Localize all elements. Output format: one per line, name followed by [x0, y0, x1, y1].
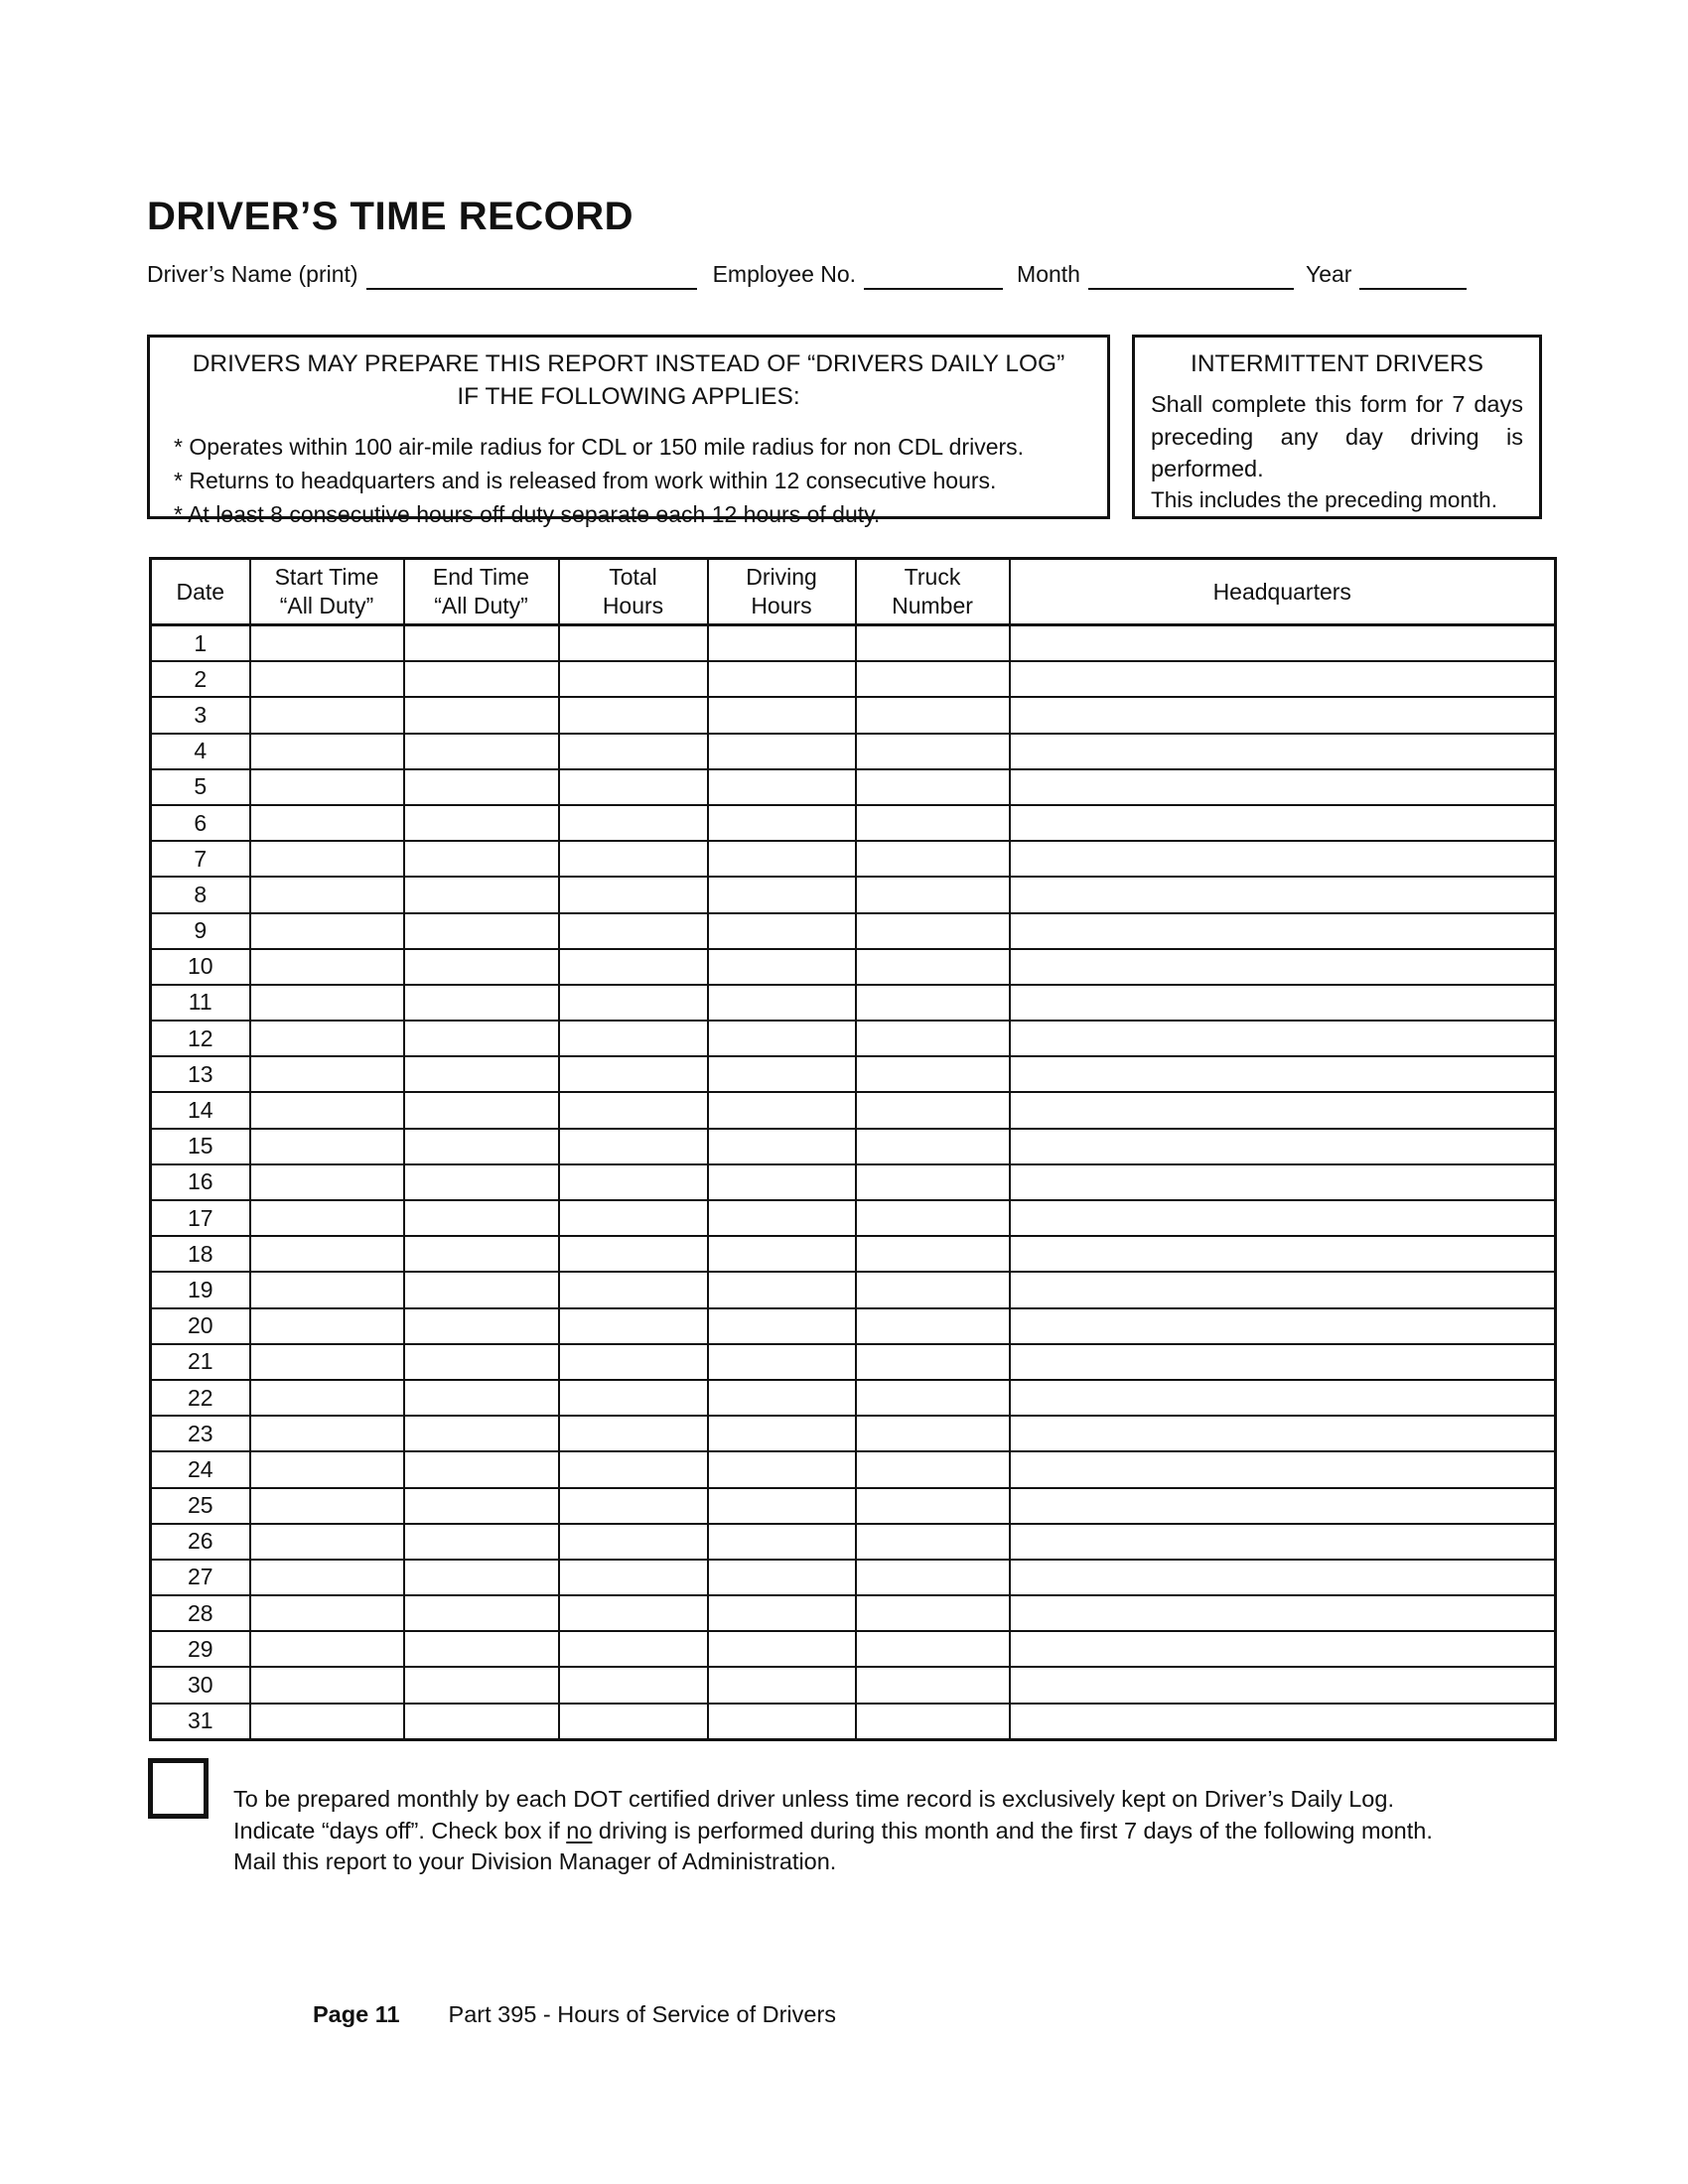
truck-number-cell[interactable] [856, 1524, 1010, 1560]
truck-number-cell[interactable] [856, 841, 1010, 877]
year-label: Year [1305, 261, 1352, 287]
date-cell: 15 [151, 1129, 250, 1164]
date-cell: 14 [151, 1092, 250, 1128]
date-cell: 17 [151, 1200, 250, 1236]
driving-hours-cell[interactable] [708, 1380, 856, 1416]
driving-hours-cell[interactable] [708, 985, 856, 1021]
note-line3: Mail this report to your Division Manager of Administration. [233, 1848, 837, 1874]
table-row [151, 985, 1556, 1021]
table-row [151, 734, 1556, 769]
headquarters-cell[interactable] [1010, 1056, 1556, 1092]
total-hours-cell[interactable] [559, 877, 708, 912]
table-row [151, 1416, 1556, 1451]
note-line2-part1: Indicate “days off”. Check box if [233, 1817, 567, 1843]
driving-hours-cell[interactable] [708, 697, 856, 733]
headquarters-cell[interactable] [1010, 1704, 1556, 1740]
total-hours-cell[interactable] [559, 1451, 708, 1487]
headquarters-cell[interactable] [1010, 1488, 1556, 1524]
note-line2-part2: driving is performed during this month and the first 7 days of the following month. [592, 1817, 1433, 1843]
driving-hours-cell[interactable] [708, 769, 856, 805]
end-time-cell[interactable] [404, 1560, 559, 1595]
headquarters-cell[interactable] [1010, 734, 1556, 769]
date-cell: 18 [151, 1236, 250, 1272]
note-line2 [233, 1816, 1554, 1847]
total-hours-cell[interactable] [559, 1272, 708, 1307]
start-time-cell[interactable] [250, 1631, 404, 1667]
date-cell: 2 [151, 661, 250, 697]
table-body [151, 625, 1556, 1740]
truck-number-cell[interactable] [856, 1595, 1010, 1631]
table-row [151, 1524, 1556, 1560]
headquarters-cell[interactable] [1010, 1272, 1556, 1307]
date-cell: 28 [151, 1595, 250, 1631]
eligibility-bullet-2: * Returns to headquarters and is released from work within 12 consecutive hours. [174, 468, 997, 493]
total-hours-cell[interactable] [559, 661, 708, 697]
driving-hours-cell[interactable] [708, 1631, 856, 1667]
end-time-cell[interactable] [404, 734, 559, 769]
driving-hours-cell[interactable] [708, 1451, 856, 1487]
truck-number-cell[interactable] [856, 1344, 1010, 1380]
date-cell: 11 [151, 985, 250, 1021]
truck-number-cell[interactable] [856, 1164, 1010, 1200]
date-cell: 22 [151, 1380, 250, 1416]
intermittent-drivers-box [1132, 335, 1542, 519]
total-hours-cell[interactable] [559, 1200, 708, 1236]
headquarters-cell[interactable] [1010, 1308, 1556, 1344]
start-time-cell[interactable] [250, 841, 404, 877]
date-cell: 12 [151, 1021, 250, 1056]
start-time-cell[interactable] [250, 734, 404, 769]
headquarters-cell[interactable] [1010, 1021, 1556, 1056]
driving-hours-cell[interactable] [708, 841, 856, 877]
month-label: Month [1017, 261, 1080, 287]
table-row [151, 1667, 1556, 1703]
start-time-cell[interactable] [250, 1704, 404, 1740]
table-row [151, 1236, 1556, 1272]
table-row [151, 697, 1556, 733]
truck-number-cell[interactable] [856, 1092, 1010, 1128]
total-hours-cell[interactable] [559, 1631, 708, 1667]
table-row [151, 1056, 1556, 1092]
col-header-headquarters: Headquarters [1010, 559, 1556, 625]
end-time-cell[interactable] [404, 1056, 559, 1092]
total-hours-cell[interactable] [559, 841, 708, 877]
col-header-truck-number: Truck Number [856, 559, 1010, 625]
end-time-cell[interactable] [404, 1488, 559, 1524]
start-time-cell[interactable] [250, 697, 404, 733]
date-cell: 25 [151, 1488, 250, 1524]
truck-number-cell[interactable] [856, 1631, 1010, 1667]
driving-hours-cell[interactable] [708, 1056, 856, 1092]
start-time-cell[interactable] [250, 661, 404, 697]
headquarters-cell[interactable] [1010, 1667, 1556, 1703]
table-row [151, 1164, 1556, 1200]
total-hours-cell[interactable] [559, 1056, 708, 1092]
note-line2-underlined-word: no [566, 1817, 593, 1843]
date-cell: 31 [151, 1704, 250, 1740]
truck-number-cell[interactable] [856, 1451, 1010, 1487]
year-field[interactable] [1359, 258, 1467, 290]
driving-hours-cell[interactable] [708, 1595, 856, 1631]
truck-number-cell[interactable] [856, 1021, 1010, 1056]
header-row [151, 559, 1556, 625]
driving-hours-cell[interactable] [708, 1021, 856, 1056]
start-time-cell[interactable] [250, 985, 404, 1021]
truck-number-cell[interactable] [856, 1308, 1010, 1344]
total-hours-cell[interactable] [559, 1129, 708, 1164]
truck-number-cell[interactable] [856, 1056, 1010, 1092]
driving-hours-cell[interactable] [708, 661, 856, 697]
start-time-cell[interactable] [250, 769, 404, 805]
employee-no-label: Employee No. [712, 261, 857, 287]
total-hours-cell[interactable] [559, 1164, 708, 1200]
footer-part-reference: Part 395 - Hours of Service of Drivers [448, 2001, 837, 2027]
table-row [151, 1272, 1556, 1307]
headquarters-cell[interactable] [1010, 841, 1556, 877]
driving-hours-cell[interactable] [708, 1488, 856, 1524]
end-time-cell[interactable] [404, 697, 559, 733]
total-hours-cell[interactable] [559, 769, 708, 805]
date-cell: 8 [151, 877, 250, 912]
truck-number-cell[interactable] [856, 1129, 1010, 1164]
eligibility-heading-line1: DRIVERS MAY PREPARE THIS REPORT INSTEAD OF “DRIVERS DAILY LOG” [192, 350, 1065, 377]
end-time-cell[interactable] [404, 1380, 559, 1416]
driving-hours-cell[interactable] [708, 949, 856, 985]
driving-hours-cell[interactable] [708, 625, 856, 662]
end-time-cell[interactable] [404, 1092, 559, 1128]
start-time-cell[interactable] [250, 1272, 404, 1307]
table-row [151, 841, 1556, 877]
truck-number-cell[interactable] [856, 949, 1010, 985]
start-time-cell[interactable] [250, 1380, 404, 1416]
date-cell: 5 [151, 769, 250, 805]
total-hours-cell[interactable] [559, 985, 708, 1021]
start-time-cell[interactable] [250, 1021, 404, 1056]
start-time-cell[interactable] [250, 1236, 404, 1272]
end-time-cell[interactable] [404, 1631, 559, 1667]
date-cell: 9 [151, 913, 250, 949]
table-row [151, 1488, 1556, 1524]
footer-page-number: Page 11 [313, 2001, 400, 2027]
total-hours-cell[interactable] [559, 1092, 708, 1128]
driving-hours-cell[interactable] [708, 1560, 856, 1595]
total-hours-cell[interactable] [559, 697, 708, 733]
date-cell: 3 [151, 697, 250, 733]
end-time-cell[interactable] [404, 985, 559, 1021]
headquarters-cell[interactable] [1010, 661, 1556, 697]
total-hours-cell[interactable] [559, 1488, 708, 1524]
driving-hours-cell[interactable] [708, 1416, 856, 1451]
table-row [151, 1308, 1556, 1344]
total-hours-cell[interactable] [559, 1380, 708, 1416]
start-time-cell[interactable] [250, 1595, 404, 1631]
total-hours-cell[interactable] [559, 1344, 708, 1380]
start-time-cell[interactable] [250, 805, 404, 841]
truck-number-cell[interactable] [856, 1380, 1010, 1416]
truck-number-cell[interactable] [856, 769, 1010, 805]
truck-number-cell[interactable] [856, 734, 1010, 769]
headquarters-cell[interactable] [1010, 625, 1556, 662]
col-header-end-time: End Time “All Duty” [404, 559, 559, 625]
intermittent-heading: INTERMITTENT DRIVERS [1191, 350, 1483, 377]
start-time-cell[interactable] [250, 1488, 404, 1524]
driving-hours-cell[interactable] [708, 877, 856, 912]
headquarters-cell[interactable] [1010, 1236, 1556, 1272]
total-hours-cell[interactable] [559, 1021, 708, 1056]
date-cell: 19 [151, 1272, 250, 1307]
driving-hours-cell[interactable] [708, 1524, 856, 1560]
driving-hours-cell[interactable] [708, 913, 856, 949]
truck-number-cell[interactable] [856, 1200, 1010, 1236]
total-hours-cell[interactable] [559, 625, 708, 662]
driving-hours-cell[interactable] [708, 1704, 856, 1740]
total-hours-cell[interactable] [559, 949, 708, 985]
driving-hours-cell[interactable] [708, 1200, 856, 1236]
end-time-cell[interactable] [404, 1021, 559, 1056]
truck-number-cell[interactable] [856, 1236, 1010, 1272]
headquarters-cell[interactable] [1010, 1560, 1556, 1595]
total-hours-cell[interactable] [559, 1416, 708, 1451]
headquarters-cell[interactable] [1010, 697, 1556, 733]
table-row [151, 661, 1556, 697]
headquarters-cell[interactable] [1010, 1631, 1556, 1667]
total-hours-cell[interactable] [559, 1236, 708, 1272]
start-time-cell[interactable] [250, 625, 404, 662]
end-time-cell[interactable] [404, 1308, 559, 1344]
start-time-cell[interactable] [250, 1056, 404, 1092]
employee-no-field[interactable] [864, 258, 1003, 290]
driving-hours-cell[interactable] [708, 1272, 856, 1307]
driving-hours-cell[interactable] [708, 1667, 856, 1703]
col-header-start-time: Start Time “All Duty” [250, 559, 404, 625]
start-time-cell[interactable] [250, 1524, 404, 1560]
start-time-cell[interactable] [250, 1344, 404, 1380]
month-field[interactable] [1088, 258, 1294, 290]
date-cell: 1 [151, 625, 250, 662]
total-hours-cell[interactable] [559, 805, 708, 841]
truck-number-cell[interactable] [856, 805, 1010, 841]
date-cell: 13 [151, 1056, 250, 1092]
date-cell: 24 [151, 1451, 250, 1487]
total-hours-cell[interactable] [559, 913, 708, 949]
total-hours-cell[interactable] [559, 1560, 708, 1595]
start-time-cell[interactable] [250, 1451, 404, 1487]
date-cell: 7 [151, 841, 250, 877]
end-time-cell[interactable] [404, 661, 559, 697]
driver-name-label: Driver’s Name (print) [147, 261, 358, 287]
truck-number-cell[interactable] [856, 625, 1010, 662]
time-record-table [149, 557, 1557, 1741]
headquarters-cell[interactable] [1010, 1092, 1556, 1128]
end-time-cell[interactable] [404, 877, 559, 912]
table-row [151, 1129, 1556, 1164]
table-row [151, 769, 1556, 805]
eligibility-bullet-3: * At least 8 consecutive hours off duty separate each 12 hours of duty. [174, 501, 881, 527]
driving-hours-cell[interactable] [708, 1092, 856, 1128]
table-row [151, 913, 1556, 949]
driving-hours-cell[interactable] [708, 1344, 856, 1380]
end-time-cell[interactable] [404, 1524, 559, 1560]
form-header-fields [147, 254, 1541, 290]
end-time-cell[interactable] [404, 1416, 559, 1451]
headquarters-cell[interactable] [1010, 1380, 1556, 1416]
date-cell: 21 [151, 1344, 250, 1380]
table-row [151, 1595, 1556, 1631]
end-time-cell[interactable] [404, 1451, 559, 1487]
driving-hours-cell[interactable] [708, 734, 856, 769]
end-time-cell[interactable] [404, 625, 559, 662]
driving-hours-cell[interactable] [708, 1129, 856, 1164]
truck-number-cell[interactable] [856, 913, 1010, 949]
truck-number-cell[interactable] [856, 1488, 1010, 1524]
table-header-row [151, 559, 1556, 625]
driver-name-field[interactable] [366, 258, 697, 290]
total-hours-cell[interactable] [559, 734, 708, 769]
truck-number-cell[interactable] [856, 1704, 1010, 1740]
start-time-cell[interactable] [250, 1092, 404, 1128]
headquarters-cell[interactable] [1010, 1451, 1556, 1487]
table-row [151, 1380, 1556, 1416]
end-time-cell[interactable] [404, 1129, 559, 1164]
headquarters-cell[interactable] [1010, 1200, 1556, 1236]
col-header-total-hours: Total Hours [559, 559, 708, 625]
date-cell: 20 [151, 1308, 250, 1344]
total-hours-cell[interactable] [559, 1308, 708, 1344]
eligibility-instructions-box [147, 335, 1110, 527]
end-time-cell[interactable] [404, 1704, 559, 1740]
date-cell: 10 [151, 949, 250, 985]
eligibility-heading-line2: IF THE FOLLOWING APPLIES: [457, 383, 800, 410]
page-footer [313, 2001, 836, 2028]
headquarters-cell[interactable] [1010, 877, 1556, 912]
note-line1: To be prepared monthly by each DOT certified driver unless time record is exclusively kept on Driver’s Daily Log. [233, 1786, 1394, 1812]
table-row [151, 1451, 1556, 1487]
date-cell: 4 [151, 734, 250, 769]
start-time-cell[interactable] [250, 1308, 404, 1344]
end-time-cell[interactable] [404, 1164, 559, 1200]
table-row [151, 1200, 1556, 1236]
table-row [151, 1344, 1556, 1380]
table-row [151, 1704, 1556, 1740]
end-time-cell[interactable] [404, 1272, 559, 1307]
headquarters-cell[interactable] [1010, 1129, 1556, 1164]
date-cell: 26 [151, 1524, 250, 1560]
intermittent-body: Shall complete this form for 7 days preceding any day driving is performed. [1151, 391, 1523, 481]
truck-number-cell[interactable] [856, 1667, 1010, 1703]
table-row [151, 1092, 1556, 1128]
end-time-cell[interactable] [404, 1667, 559, 1703]
headquarters-cell[interactable] [1010, 1164, 1556, 1200]
end-time-cell[interactable] [404, 769, 559, 805]
headquarters-cell[interactable] [1010, 805, 1556, 841]
date-cell: 30 [151, 1667, 250, 1703]
date-cell: 16 [151, 1164, 250, 1200]
preparation-note [233, 1784, 1554, 1878]
intermittent-body-line2: This includes the preceding month. [1151, 486, 1497, 512]
table-row [151, 1631, 1556, 1667]
table-row [151, 1021, 1556, 1056]
end-time-cell[interactable] [404, 1595, 559, 1631]
total-hours-cell[interactable] [559, 1704, 708, 1740]
col-header-driving-hours: Driving Hours [708, 559, 856, 625]
table-row [151, 877, 1556, 912]
driving-hours-cell[interactable] [708, 805, 856, 841]
eligibility-bullet-1: * Operates within 100 air-mile radius for CDL or 150 mile radius for non CDL drivers. [174, 434, 1025, 460]
date-cell: 6 [151, 805, 250, 841]
total-hours-cell[interactable] [559, 1524, 708, 1560]
end-time-cell[interactable] [404, 805, 559, 841]
date-cell: 27 [151, 1560, 250, 1595]
headquarters-cell[interactable] [1010, 913, 1556, 949]
total-hours-cell[interactable] [559, 1595, 708, 1631]
start-time-cell[interactable] [250, 877, 404, 912]
truck-number-cell[interactable] [856, 1416, 1010, 1451]
driving-hours-cell[interactable] [708, 1236, 856, 1272]
col-header-date: Date [151, 559, 250, 625]
truck-number-cell[interactable] [856, 1560, 1010, 1595]
start-time-cell[interactable] [250, 1560, 404, 1595]
start-time-cell[interactable] [250, 1129, 404, 1164]
end-time-cell[interactable] [404, 1344, 559, 1380]
truck-number-cell[interactable] [856, 697, 1010, 733]
start-time-cell[interactable] [250, 913, 404, 949]
headquarters-cell[interactable] [1010, 1344, 1556, 1380]
table-row [151, 805, 1556, 841]
date-cell: 29 [151, 1631, 250, 1667]
start-time-cell[interactable] [250, 1416, 404, 1451]
table-row [151, 625, 1556, 662]
headquarters-cell[interactable] [1010, 1416, 1556, 1451]
start-time-cell[interactable] [250, 949, 404, 985]
end-time-cell[interactable] [404, 913, 559, 949]
end-time-cell[interactable] [404, 841, 559, 877]
start-time-cell[interactable] [250, 1200, 404, 1236]
driving-hours-cell[interactable] [708, 1164, 856, 1200]
table-row [151, 1560, 1556, 1595]
headquarters-cell[interactable] [1010, 985, 1556, 1021]
truck-number-cell[interactable] [856, 661, 1010, 697]
page-title: DRIVER’S TIME RECORD [147, 195, 634, 238]
truck-number-cell[interactable] [856, 985, 1010, 1021]
end-time-cell[interactable] [404, 1236, 559, 1272]
headquarters-cell[interactable] [1010, 1524, 1556, 1560]
total-hours-cell[interactable] [559, 1667, 708, 1703]
table-row [151, 949, 1556, 985]
headquarters-cell[interactable] [1010, 949, 1556, 985]
end-time-cell[interactable] [404, 949, 559, 985]
truck-number-cell[interactable] [856, 877, 1010, 912]
date-cell: 23 [151, 1416, 250, 1451]
start-time-cell[interactable] [250, 1164, 404, 1200]
headquarters-cell[interactable] [1010, 1595, 1556, 1631]
start-time-cell[interactable] [250, 1667, 404, 1703]
end-time-cell[interactable] [404, 1200, 559, 1236]
headquarters-cell[interactable] [1010, 769, 1556, 805]
truck-number-cell[interactable] [856, 1272, 1010, 1307]
driving-hours-cell[interactable] [708, 1308, 856, 1344]
no-driving-checkbox[interactable] [148, 1758, 209, 1819]
